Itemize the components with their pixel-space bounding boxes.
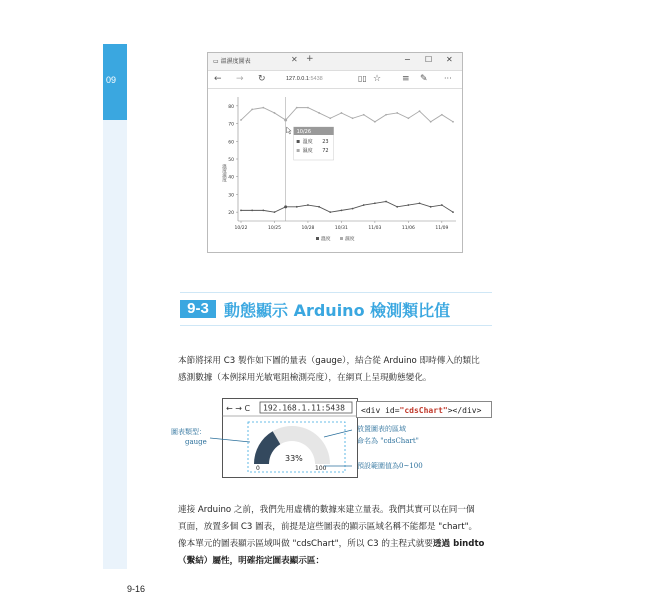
new-tab-icon[interactable]: + (306, 54, 314, 64)
tooltip-title: 10/26 (296, 129, 312, 135)
y-tick-label: 20 (228, 211, 234, 217)
hub-icon[interactable]: ≡ (402, 74, 410, 84)
x-tick-label: 11/09 (435, 226, 449, 231)
maximize-icon[interactable]: ☐ (425, 55, 433, 64)
tab-page-icon: ▭ (213, 58, 221, 65)
tooltip-row-value: 23 (322, 139, 329, 145)
favorite-star-icon[interactable]: ☆ (373, 74, 382, 84)
back-icon[interactable]: ← (214, 74, 222, 84)
y-axis-label: 溫度濕度 (221, 164, 227, 182)
section-number: 9-3 (180, 300, 216, 318)
note-place-line-1: 放置圖表的區域 (357, 425, 406, 433)
x-tick-label: 10/28 (301, 226, 315, 231)
x-tick-label: 10/31 (334, 226, 348, 231)
y-tick-label: 30 (228, 193, 234, 199)
paragraph-2-line-3-text: 像本單元的圖表顯示區域叫做 "cdsChart"，所以 C3 的主程式就要 (178, 539, 433, 549)
paragraph-2-line-3 (178, 536, 484, 553)
chapter-number: 09 (106, 75, 117, 85)
url-port: :5438 (308, 76, 323, 82)
gauge-value-label: 33% (285, 454, 303, 463)
tab-title: 溫濕度圖表 (220, 58, 251, 65)
window-close-icon[interactable]: ✕ (446, 55, 453, 64)
x-tick-label: 11/03 (368, 226, 382, 231)
arrow-place (324, 430, 352, 437)
legend-item: 濕度 (345, 237, 355, 242)
gauge-nav-icons: ← → C (226, 404, 251, 413)
y-tick-label: 80 (228, 104, 234, 110)
paragraph-2-line-4: （繫結）屬性，明確指定圖表顯示區： (178, 556, 325, 566)
forward-icon[interactable]: → (236, 74, 244, 84)
paragraph-2-line-2: 頁面，放置多個 C3 圖表，前提是這些圖表的顯示區域名稱不能都是 "chart"。 (178, 522, 478, 532)
paragraph-2-bindto: 透過 bindto (432, 539, 485, 549)
section-title: 動態顯示 Arduino 檢測類比值 (224, 301, 451, 320)
tooltip-row-value: 72 (322, 148, 329, 154)
url-host: 127.0.0.1 (286, 76, 309, 82)
note-type-line-2: gauge (185, 438, 207, 446)
y-tick-label: 60 (228, 140, 234, 146)
reading-view-icon[interactable]: ▯▯ (358, 74, 367, 83)
paragraph-1-line-2: 感測數據（本例採用光敏電阻檢測亮度），在網頁上呈現動態變化。 (178, 373, 432, 383)
y-tick-label: 70 (228, 122, 234, 128)
paragraph-2-line-1: 連接 Arduino 之前，我們先用虛構的數據來建立量表。我們其實可以在同一個 (178, 505, 475, 515)
note-place-line-2: 命名為 "cdsChart" (357, 437, 419, 445)
gauge-min-label: 0 (256, 465, 260, 472)
x-tick-label: 11/06 (401, 226, 415, 231)
legend-item: 溫度 (321, 237, 331, 242)
page-number: 9-16 (127, 584, 146, 594)
gauge-max-label: 100 (315, 465, 327, 472)
x-tick-label: 10/25 (267, 226, 281, 231)
more-icon[interactable]: ··· (444, 74, 452, 83)
tab-close-icon[interactable]: ✕ (291, 55, 298, 64)
paragraph-1-line-1: 本節將採用 C3 製作如下圖的量表（gauge），結合從 Arduino 即時傳入的類比 (178, 356, 480, 366)
y-tick-label: 40 (228, 175, 234, 181)
minimize-icon[interactable]: − (404, 55, 411, 64)
note-range: 預設範圍值為0~100 (357, 462, 423, 470)
gauge-url: 192.168.1.11:5438 (263, 403, 345, 413)
note-icon[interactable]: ✎ (420, 74, 428, 84)
refresh-icon[interactable]: ↻ (258, 74, 266, 84)
code-open: <div id= (361, 406, 400, 415)
note-type-line-1: 圖表類型： (171, 428, 206, 436)
y-tick-label: 50 (228, 158, 234, 163)
x-tick-label: 10/22 (234, 226, 248, 231)
code-close: ></div> (447, 406, 482, 415)
arrow-type (210, 438, 250, 442)
tooltip-row-name: 溫度 (302, 139, 313, 145)
tooltip-row-name: 濕度 (302, 148, 313, 154)
code-id: "cdsChart" (399, 406, 448, 415)
